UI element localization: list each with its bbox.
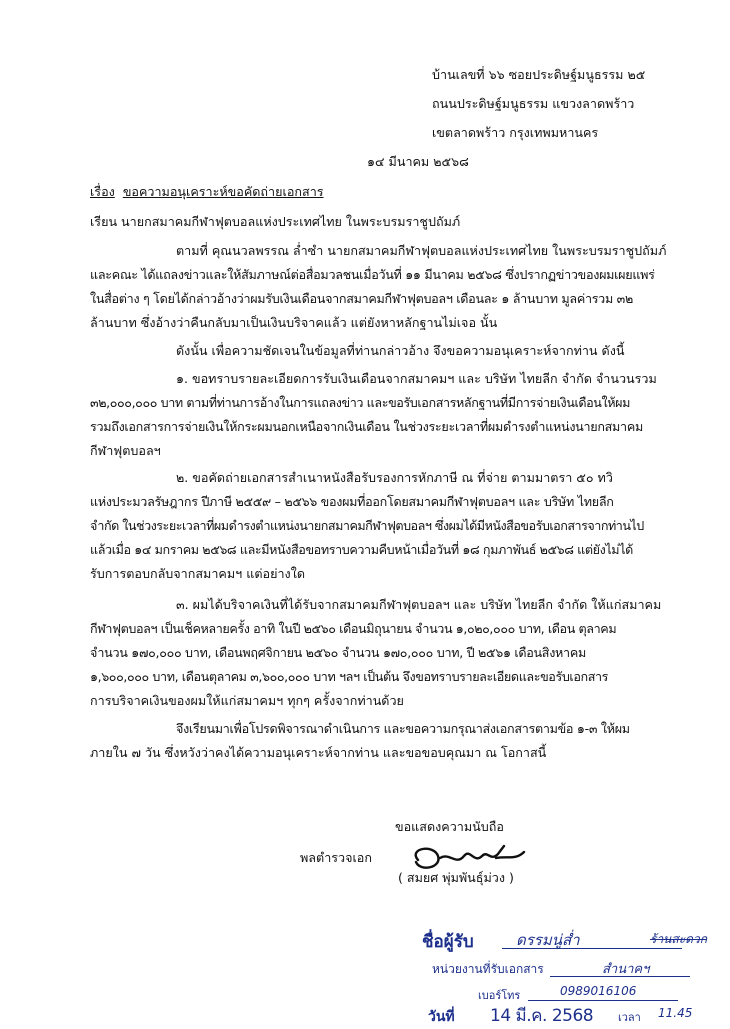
paragraph-line: จึงเรียนมาเพื่อโปรดพิจารณาดำเนินการ และขอความกรุณาส่งเอกสารตามข้อ ๑-๓ ให้ผม — [176, 721, 630, 736]
paragraph-line: ตามที่ คุณนวลพรรณ ล่ำซำ นายกสมาคมกีฬาฟุตบอลแห่งประเทศไทย ในพระบรมราชูปถัมภ์ — [176, 243, 667, 258]
paragraph-line: กีฬาฟุตบอลฯ — [90, 443, 161, 458]
stamp-time-value: 11.45 — [658, 1006, 693, 1020]
paragraph-line: ๓๒,๐๐๐,๐๐๐ บาท ตามที่ท่านการอ้างในการแถลงข่าว และขอรับเอกสารหลักฐานที่มีการจ่ายเงินเดือนให้ผม — [90, 395, 631, 410]
paragraph-line: ภายใน ๗ วัน ซึ่งหวังว่าคงได้ความอนุเคราะห์จากท่าน และขอขอบคุณมา ณ โอกาสนี้ — [90, 745, 547, 760]
paragraph-line: ๑. ขอทราบรายละเอียดการรับเงินเดือนจากสมาคมฯ และ บริษัท ไทยลีก จำกัด จำนวนรวม — [176, 371, 657, 386]
paragraph-line: แล้วเมื่อ ๑๔ มกราคม ๒๕๖๘ และมีหนังสือขอทราบความคืบหน้าเมื่อวันที่ ๑๘ กุมภาพันธ์ ๒๕๖๘ แต่ยังไม่ได้ — [90, 542, 633, 557]
stamp-phone-value: 0989016106 — [560, 984, 637, 998]
sender-address-line-1: บ้านเลขที่ ๖๖ ซอยประดิษฐ์มนูธรรม ๒๕ — [432, 67, 646, 82]
stamp-recipient-label: ชื่อผู้รับ — [422, 932, 474, 952]
stamp-unit-value: สำนาคฯ — [602, 962, 650, 977]
receipt-stamp — [410, 918, 730, 1028]
stamp-unit-label: หน่วยงานที่รับเอกสาร — [432, 962, 544, 976]
paragraph-line: ในสื่อต่าง ๆ โดยได้กล่าวอ้างว่าผมรับเงินเดือนจากสมาคมกีฬาฟุตบอลฯ เดือนละ ๑ ล้านบาท มูลค่ารวม ๓๒ — [90, 291, 633, 306]
paragraph-line: ดังนั้น เพื่อความชัดเจนในข้อมูลที่ท่านกล่าวอ้าง จึงขอความอนุเคราะห์จากท่าน ดังนี้ — [176, 343, 625, 358]
paragraph-line: กีฬาฟุตบอลฯ เป็นเช็คหลายครั้ง อาทิ ในปี ๒๕๖๐ เดือนมิถุนายน จำนวน ๑,๐๒๐,๐๐๐ บาท, เดือน ตุลาคม — [90, 621, 617, 636]
paragraph-line: การบริจาคเงินของผมให้แก่สมาคมฯ ทุกๆ ครั้งจากท่านด้วย — [90, 693, 404, 708]
stamp-recipient-value: ดรรมนู่ส่ำ — [516, 931, 580, 949]
paragraph-line: รวมถึงเอกสารการจ่ายเงินให้กระผมนอกเหนือจากเงินเดือน ในช่วงระยะเวลาที่ผมดำรงตำแหน่งนายกสมาคม — [90, 419, 643, 434]
paragraph-line: จำนวน ๑๗๐,๐๐๐ บาท, เดือนพฤศจิกายน ๒๕๖๐ จำนวน ๑๗๐,๐๐๐ บาท, ปี ๒๕๖๑ เดือนสิงหาคม — [90, 645, 586, 660]
closing-phrase: ขอแสดงความนับถือ — [395, 819, 504, 834]
paragraph-line: แห่งประมวลรัษฎากร ปีภาษี ๒๕๕๙ – ๒๕๖๖ ของผมที่ออกโดยสมาคมกีฬาฟุตบอลฯ และ บริษัท ไทยลีก — [90, 494, 614, 509]
paragraph-line: รับการตอบกลับจากสมาคมฯ แต่อย่างใด — [90, 566, 306, 581]
paragraph-line: จำกัด ในช่วงระยะเวลาที่ผมดำรงตำแหน่งนายกสมาคมกีฬาฟุตบอลฯ ซึ่งผมได้มีหนังสือขอรับเอกสารจากท่านไป — [90, 518, 644, 533]
paragraph-line: ล้านบาท ซึ่งอ้างว่าคืนกลับมาเป็นเงินบริจาคแล้ว แต่ยังหาหลักฐานไม่เจอ นั้น — [90, 315, 498, 330]
signer-name: ( สมยศ พุ่มพันธุ์ม่วง ) — [398, 870, 514, 885]
stamp-date-value: 14 มี.ค. 2568 — [490, 1006, 594, 1026]
sender-address-line-3: เขตลาดพร้าว กรุงเทพมหานคร — [432, 125, 599, 140]
paragraph-line: ๓. ผมได้บริจาคเงินที่ได้รับจากสมาคมกีฬาฟุตบอลฯ และ บริษัท ไทยลีก จำกัด ให้แก่สมาคม — [176, 597, 662, 612]
paragraph-line: และคณะ ได้แถลงข่าวและให้สัมภาษณ์ต่อสื่อมวลชนเมื่อวันที่ ๑๑ มีนาคม ๒๕๖๘ ซึ่งปรากฏข่าวของผมเผยแพร่ — [90, 267, 655, 282]
stamp-date-label: วันที่ — [428, 1009, 455, 1025]
stamp-org-text: ร้านสะดวก — [650, 932, 707, 946]
stamp-phone-underline — [528, 1000, 678, 1001]
sender-address-line-2: ถนนประดิษฐ์มนูธรรม แขวงลาดพร้าว — [432, 96, 635, 111]
stamp-time-label: เวลา — [618, 1011, 641, 1024]
paragraph-line: ๒. ขอคัดถ่ายเอกสารสำเนาหนังสือรับรองการหักภาษี ณ ที่จ่าย ตามมาตรา ๕๐ ทวิ — [176, 470, 613, 485]
paragraph-line: ๑,๖๐๐,๐๐๐ บาท, เดือนตุลาคม ๓,๖๐๐,๐๐๐ บาท ฯลฯ เป็นต้น จึงขอทราบรายละเอียดและขอรับเอกสาร — [90, 669, 609, 684]
letter-date: ๑๔ มีนาคม ๒๕๖๘ — [367, 154, 469, 169]
stamp-phone-label: เบอร์โทร — [478, 989, 521, 1002]
subject-text: ขอความอนุเคราะห์ขอคัดถ่ายเอกสาร — [122, 184, 324, 199]
salutation: เรียน นายกสมาคมกีฬาฟุตบอลแห่งประเทศไทย ในพระบรมราชูปถัมภ์ — [90, 214, 461, 229]
signer-rank: พลตำรวจเอก — [300, 850, 372, 865]
subject-line — [90, 184, 324, 200]
subject-label: เรื่อง — [90, 184, 115, 199]
